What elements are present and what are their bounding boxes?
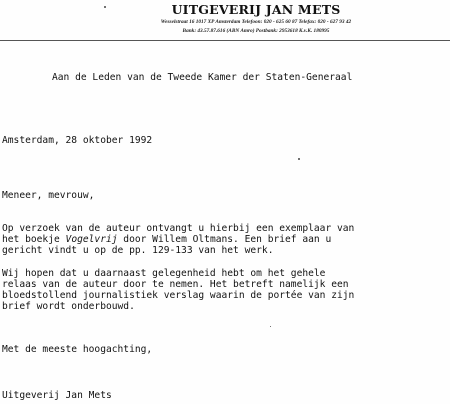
salutation: Meneer, mevrouw, [2, 190, 95, 201]
paragraph-2-line-4: brief wordt onderbouwd. [2, 301, 135, 312]
paragraph-1-line-2 [2, 234, 442, 245]
paragraph-1-line-2-end: door Willem Oltmans. Een brief aan u [117, 234, 332, 245]
paragraph-1-line-2-start: het boekje [2, 234, 66, 245]
company-name: UITGEVERIJ JAN METS [171, 2, 341, 17]
paragraph-2-line-1: Wij hopen dat u daarnaast gelegenheid hebt om het gehele [2, 268, 326, 279]
scan-speck [270, 326, 271, 327]
date-line: Amsterdam, 28 oktober 1992 [2, 135, 153, 146]
bank-line: Bank: 43.57.87.616 (ABN Amro) Postbank: 2953618 K.v.K. 180995 [182, 28, 330, 34]
sender-name: Uitgeverij Jan Mets [2, 390, 112, 401]
closing: Met de meeste hoogachting, [2, 344, 153, 355]
paragraph-1-line-1: Op verzoek van de auteur ontvangt u hierbij een exemplaar van [2, 223, 355, 234]
paragraph-1-line-3: gericht vindt u op de pp. 129-133 van het werk. [2, 245, 274, 256]
scan-speck [298, 158, 300, 160]
recipient-line: Aan de Leden van de Tweede Kamer der Staten-Generaal [52, 72, 353, 83]
scan-speck [104, 6, 106, 8]
letterhead-rule [0, 40, 450, 41]
book-title: Vogelvrij [65, 234, 118, 245]
paragraph-2 [2, 268, 442, 312]
letterhead [0, 0, 450, 44]
address-line: Wesselstraat 16 1017 XP Amsterdam Telefoon: 020 - 625 60 87 Telefax: 020 - 627 93 42 [160, 19, 352, 25]
paragraph-2-line-2: relaas van de auteur door te nemen. Het betreft namelijk een [2, 279, 349, 290]
paragraph-2-line-3: bloedstollend journalistiek verslag waarin de portée van zijn [2, 290, 355, 301]
paragraph-1 [2, 223, 442, 256]
